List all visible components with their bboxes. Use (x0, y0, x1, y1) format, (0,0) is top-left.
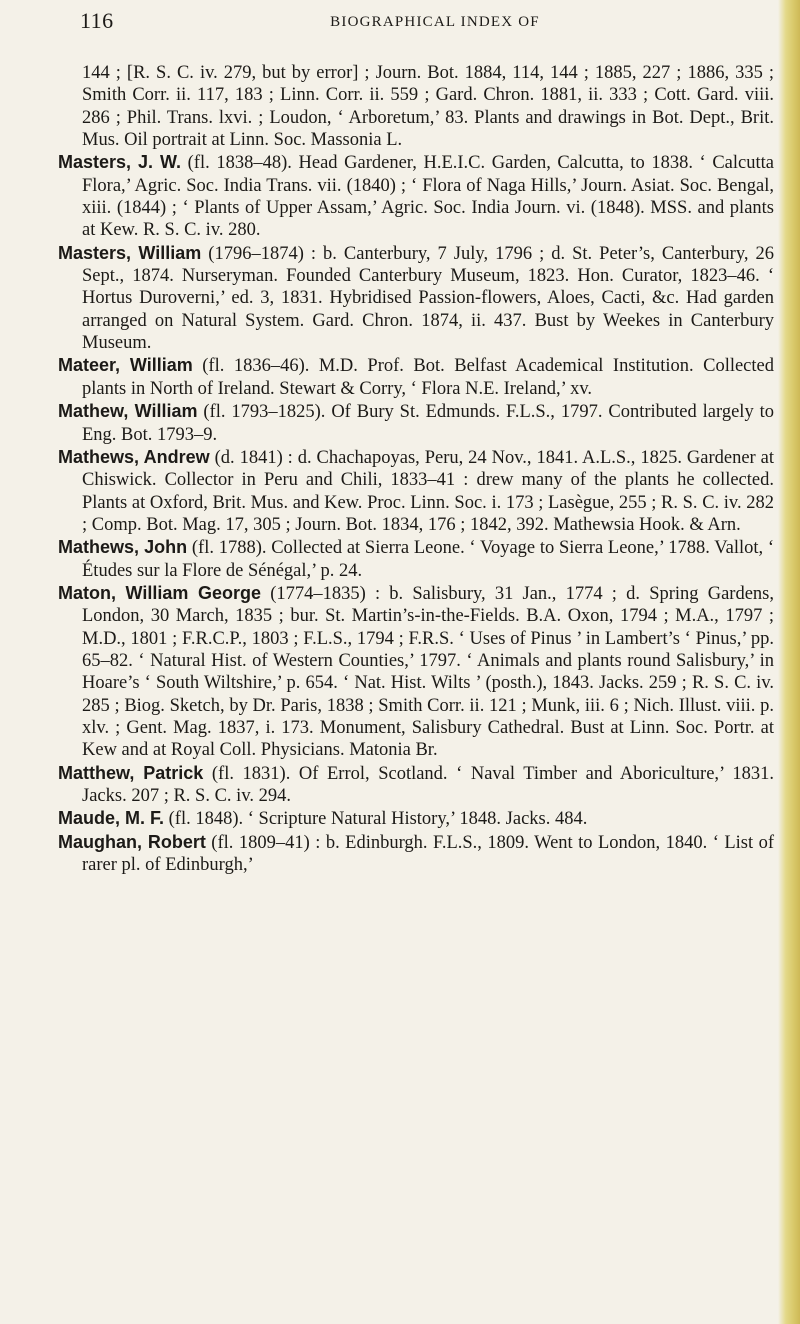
index-entry (58, 242, 774, 355)
index-entry (58, 582, 774, 762)
entry-text: (d. 1841) : d. Chachapoyas, Peru, 24 Nov., 1841. A.L.S., 1825. Gardener at Chiswick. Collector in Peru and Chili, 1833–41 : drew many of the plants he collected. Plants at Oxford, Brit. Mus. and Kew. Proc. Linn. Soc. i. 173 ; Lasègue, 255 ; R. S. C. iv. 282 ; Comp. Bot. Mag. 17, 305 ; Journ. Bot. 1834, 176 ; 1842, 392. Mathewsia Hook. & Arn. (82, 447, 775, 535)
entry-text: (fl. 1788). Collected at Sierra Leone. ‘ Voyage to Sierra Leone,’ 1788. Vallot, ‘ Études sur la Flore de Sénégal,’ p. 24. (82, 538, 775, 581)
index-entry (58, 536, 774, 582)
entry-heading: Mathew, William (58, 401, 198, 422)
index-entry (58, 762, 774, 808)
entry-text: (1774–1835) : b. Salisbury, 31 Jan., 1774 ; d. Spring Gardens, London, 30 March, 1835 ; bur. St. Martin’s-in-the-Fields. B.A. Oxon, 1794 ; M.A., 1797 ; M.D., 1801 ; F.R.C.P., 1803 ; F.L.S., 1794 ; F.R.S. ‘ Uses of Pinus ’ in Lambert’s ‘ Pinus,’ pp. 65–82. ‘ Natural Hist. of Western Counties,’ 1797. ‘ Animals and plants round Salisbury,’ in Hoare’s ‘ South Wiltshire,’ p. 654. ‘ Nat. Hist. Wilts ’ (posth.), 1843. Jacks. 259 ; R. S. C. iv. 285 ; Biog. Sketch, by Dr. Paris, 1838 ; Smith Corr. ii. 121 ; Munk, iii. 6 ; Nich. Illust. viii. p. xlv. ; Gent. Mag. 1837, i. 173. Monument, Salisbury Cathedral. Bust at Linn. Soc. Portr. at Kew and at Royal Coll. Physicians. Matonia Br. (82, 583, 774, 761)
entry-text: 144 ; [R. S. C. iv. 279, but by error] ; Journ. Bot. 1884, 114, 144 ; 1885, 227 ; 1886, 335 ; Smith Corr. ii. 117, 183 ; Linn. Corr. ii. 559 ; Gard. Chron. 1881, ii. 333 ; Cott. Gard. viii. 286 ; Phil. Trans. lxvi. ; Loudon, ‘ Arboretum,’ 83. Plants and drawings in Bot. Dept., Brit. Mus. Oil portrait at Linn. Soc. Massonia L. (82, 63, 774, 151)
entry-text: (fl. 1848). ‘ Scripture Natural History,’ 1848. Jacks. 484. (164, 809, 588, 830)
entry-heading: Mathews, Andrew (58, 446, 210, 467)
entry-text: (fl. 1793–1825). Of Bury St. Edmunds. F.L.S., 1797. Contributed largely to Eng. Bot. 1793–9. (82, 402, 774, 445)
index-entries (58, 62, 774, 876)
running-title: BIOGRAPHICAL INDEX OF (330, 14, 540, 30)
index-entry (58, 831, 774, 877)
index-entry (58, 807, 774, 830)
entry-heading: Maude, M. F. (58, 808, 165, 829)
page-header (80, 6, 790, 50)
index-entry (58, 151, 774, 241)
entry-text: (fl. 1831). Of Errol, Scotland. ‘ Naval Timber and Aboriculture,’ 1831. Jacks. 207 ; R. S. C. iv. 294. (82, 763, 775, 806)
entry-heading: Maughan, Robert (58, 831, 206, 852)
index-entry-continued (58, 62, 774, 151)
page-number: 116 (80, 8, 114, 33)
entry-text: (1796–1874) : b. Canterbury, 7 July, 1796 ; d. St. Peter’s, Canterbury, 26 Sept., 1874. Nurseryman. Founded Canterbury Museum, 1823. Hon. Curator, 1823–46. ‘ Hortus Duroverni,’ ed. 3, 1831. Hybridised Passion-flowers, Aloes, Cacti, &c. Had garden arranged on Natural System. Gard. Chron. 1874, ii. 437. Bust by Weekes in Canterbury Museum. (82, 243, 775, 354)
entry-heading: Matthew, Patrick (58, 762, 204, 783)
index-entry (58, 400, 774, 446)
entry-text: (fl. 1838–48). Head Gardener, H.E.I.C. Garden, Calcutta, to 1838. ‘ Calcutta Flora,’ Agric. Soc. India Trans. vii. (1840) ; ‘ Flora of Naga Hills,’ Journ. Asiat. Soc. Bengal, xiii. (1844) ; ‘ Plants of Upper Assam,’ Agric. Soc. India Journ. vi. (1848). MSS. and plants at Kew. R. S. C. iv. 280. (82, 153, 774, 241)
index-entry (58, 446, 774, 536)
entry-heading: Mateer, William (58, 355, 193, 376)
entry-text: (fl. 1809–41) : b. Edinburgh. F.L.S., 1809. Went to London, 1840. ‘ List of rarer pl. of Edinburgh,’ (82, 832, 775, 876)
entry-heading: Masters, J. W. (58, 152, 182, 173)
index-entry (58, 354, 774, 400)
entry-text: (fl. 1836–46). M.D. Prof. Bot. Belfast Academical Institution. Collected plants in North of Ireland. Stewart & Corry, ‘ Flora N.E. Ireland,’ xv. (82, 356, 774, 399)
page-edge-shading (778, 0, 800, 1324)
entry-heading: Mathews, John (58, 537, 188, 558)
entry-heading: Masters, William (58, 242, 202, 263)
entry-heading: Maton, William George (58, 582, 261, 603)
